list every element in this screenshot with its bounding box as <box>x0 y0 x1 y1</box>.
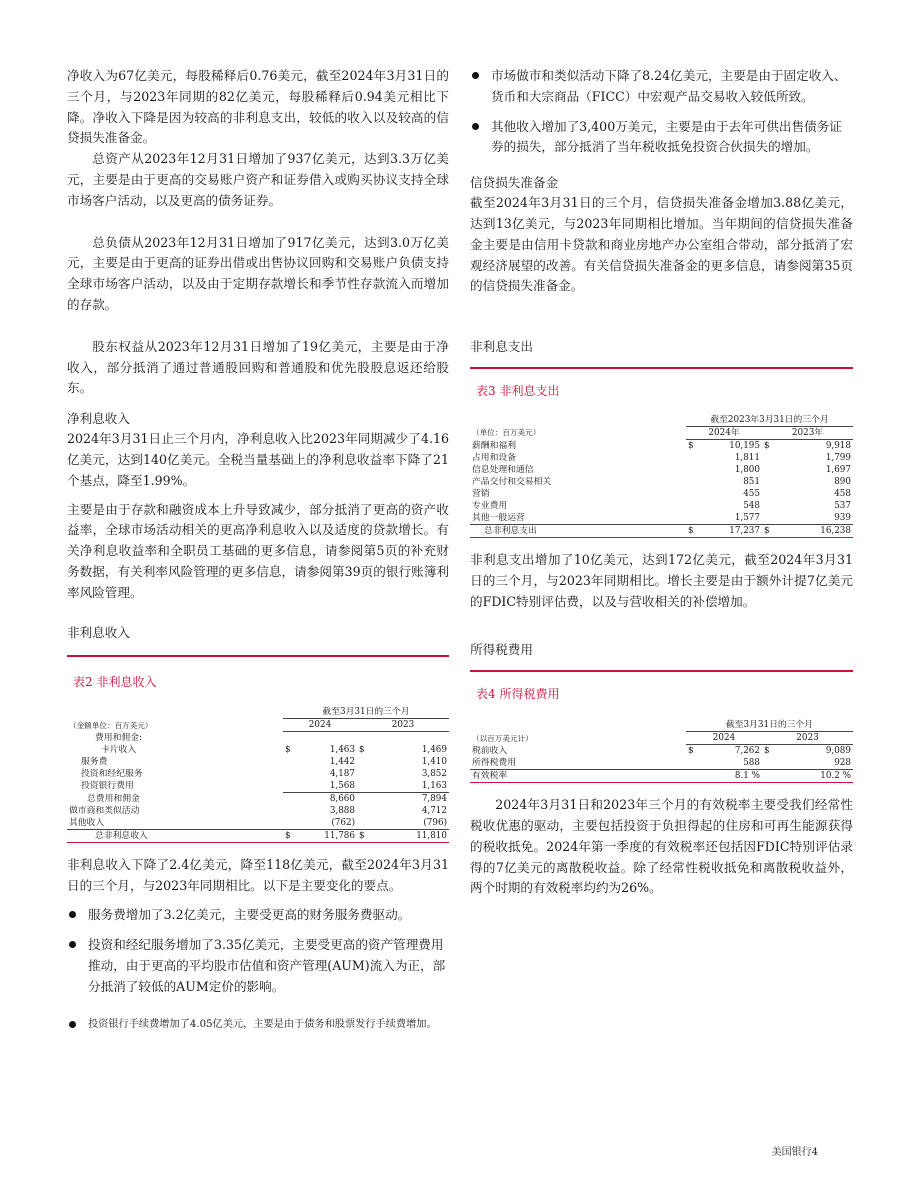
table-row: 薪酬和福利 $ 10,195 $ 9,918 <box>472 440 851 451</box>
noninterest-expense-heading: 非利息支出 <box>470 339 533 355</box>
total-assets-paragraph: 总资产从2023年12月31日增加了937亿美元，达到3.3万亿美元，主要是由于更高的交易账户资产和证券借入或购买协议支持全球市场客户活动，以及更高的债务证券。 <box>67 151 449 208</box>
noninterest-expense-paragraph: 非利息支出增加了10亿美元，达到172亿美元，截至2024年3月31日的三个月，与2023年同期相比。增长主要是由于额外计提7亿美元的FDIC特别评估费，以及与营收相关的补偿增加。 <box>470 551 853 609</box>
income-tax-paragraph: 2024年3月31日和2023年三个月的有效税率主要受我们经常性税收优惠的驱动，主要包括投资于负担得起的住房和可再生能源获得的税收抵免。2024年第一季度的有效税率还包括因FDIC特别评估录得的7亿美元的离散税收益。除了经常性税收抵免和离散税收益外，两个时期的有效税率均约为26%。 <box>470 797 853 896</box>
list-item: 市场做市和类似活动下降了8.24亿美元，主要是由于固定收入、货币和大宗商品（FICC）中宏观产品交易收入较低所致。 <box>470 66 853 108</box>
nii-paragraph-2: 主要是由于存款和融资成本上升导致减少，部分抵消了更高的资产收益率，全球市场活动相关的更高净利息收入以及适度的贷款增长。有关净利息收益率和全职员工基础的更多信息，请参阅第5页的补充财务数据，有关利率风险管理的更多信息，请参阅第39页的银行账簿利率风险管理。 <box>67 501 449 600</box>
table3-title: 表3 非利息支出 <box>476 384 560 399</box>
table3-period-header: 截至2023年3月31日的三个月 <box>686 414 853 427</box>
equity-paragraph: 股东权益从2023年12月31日增加了19亿美元，主要是由于净收入，部分抵消了通过普通股回购和普通股和优先股股息返还给股东。 <box>67 338 449 396</box>
table3-col-2023: 2023年 <box>762 426 853 439</box>
table-row: 专业费用 548 537 <box>472 500 851 511</box>
list-item: 投资和经纪服务增加了3.35亿美元，主要受更高的资产管理费用推动，由于更高的平均股市估值和资产管理(AUM)流入为正，部分抵消了较低的AUM定价的影响。 <box>67 935 449 997</box>
table-row: 投资和经纪服务 4,187 3,852 <box>81 768 447 779</box>
table2-period-header: 截至3月31日的三个月 <box>283 706 449 719</box>
table-row: 营销 455 458 <box>472 488 851 499</box>
right-bullet-list <box>470 66 853 108</box>
table2-col-2024: 2024 <box>283 719 357 732</box>
credit-loss-paragraph: 截至2024年3月31日的三个月，信贷损失准备金增加3.88亿美元，达到13亿美元，与2023年同期相比增加。当年期间的信贷损失准备金主要是由信用卡贷款和商业房地产办公室组合带动，部分抵消了宏观经济展望的改善。有关信贷损失准备金的更多信息，请参阅第35页的信贷损失准备金。 <box>470 195 853 294</box>
table-row: 其他一般运营 1,577 939 <box>472 512 851 523</box>
table-row: 做市商和类似活动 3,888 4,712 <box>69 805 447 816</box>
table3-col-2024: 2024年 <box>686 426 762 439</box>
table-row: 其他收入 (762) (796) <box>69 817 447 828</box>
table4-title: 表4 所得税费用 <box>476 687 560 702</box>
table2-noninterest-income <box>67 706 449 843</box>
table4-col-2024: 2024 <box>686 732 762 745</box>
nii-paragraph-1: 2024年3月31日止三个月内，净利息收入比2023年同期减少了4.16亿美元，达到140亿美元。全税当量基础上的净利息收益率下降了21个基点，降至1.99%。 <box>67 431 449 488</box>
table4-col-2023: 2023 <box>762 732 853 745</box>
list-item: 其他收入增加了3,400万美元，主要是由于去年可供出售债务证券的损失，部分抵消了当年税收抵免投资合伙损失的增加。 <box>470 117 853 159</box>
income-tax-heading: 所得税费用 <box>470 642 533 658</box>
total-liabilities-paragraph: 总负债从2023年12月31日增加了917亿美元，达到3.0万亿美元，主要是由于更高的证券出借或出售协议回购和交易账户负债支持全球市场客户活动，以及由于定期存款增长和季节性存款流入而增加的存款。 <box>67 234 449 312</box>
net-income-paragraph: 净收入为67亿美元，每股稀释后0.76美元，截至2024年3月31日的三个月，与2023年同期的82亿美元，每股稀释后0.94美元相比下降。净收入下降是因为较高的非利息支出，较低的收入以及较高的信贷损失准备金。 <box>67 68 449 146</box>
right-column <box>470 66 853 899</box>
table2-total-row: 总非利息收入 $ 11,786 $ 11,810 <box>67 829 449 842</box>
page-number: 美国银行4 <box>771 1147 818 1158</box>
table-row: 信息处理和通信 1,800 1,697 <box>472 464 851 475</box>
table2-title: 表2 非利息收入 <box>73 674 157 689</box>
noninterest-income-paragraph: 非利息收入下降了2.4亿美元，降至118亿美元，截至2024年3月31日的三个月，与2023年同期相比。以下是主要变化的要点。 <box>67 856 449 893</box>
table3-total-row: 总非利息支出 $ 17,237 $ 16,238 <box>470 524 853 537</box>
table4-total-row: 有效税率 8.1 % 10.2 % <box>472 771 851 782</box>
table-row: 总费用和佣金 8,660 7,894 <box>87 793 447 804</box>
table2-col-2023: 2023 <box>357 719 449 732</box>
left-bullet-list <box>67 905 449 926</box>
table4-period-header: 截至3月31日的三个月 <box>686 719 853 732</box>
table-row: 占用和设备 1,811 1,799 <box>472 452 851 463</box>
table2-unit: （金额单位：百万美元） <box>69 720 153 730</box>
net-interest-income-heading: 净利息收入 <box>67 411 130 427</box>
table3-unit: （单位：百万美元） <box>472 428 541 438</box>
table-row: 卡片收入 $ 1,463 $ 1,469 <box>101 744 447 755</box>
table-row: 投资银行费用 1,568 1,163 <box>81 780 447 792</box>
table4-unit: （以百万美元计） <box>472 733 533 743</box>
table3-noninterest-expense <box>470 414 853 538</box>
credit-loss-heading: 信贷损失准备金 <box>470 175 559 191</box>
table-row: 产品交付和交易相关 851 890 <box>472 476 851 487</box>
left-bullet-list-small <box>67 1016 449 1033</box>
table4-income-tax <box>470 719 853 783</box>
table-row: 服务费 1,442 1,410 <box>81 756 447 767</box>
table2-section: 费用和佣金: <box>95 732 142 743</box>
list-item: 投资银行手续费增加了4.05亿美元，主要是由于债务和股票发行手续费增加。 <box>67 1016 449 1033</box>
table-row: 所得税费用 588 928 <box>472 758 851 769</box>
list-item: 服务费增加了3.2亿美元，主要受更高的财务服务费驱动。 <box>67 905 449 926</box>
left-bullet-list-2 <box>67 935 449 997</box>
left-column <box>67 66 449 1033</box>
noninterest-income-heading: 非利息收入 <box>67 624 130 640</box>
table-row: 税前收入 $ 7,262 $ 9,089 <box>472 746 851 757</box>
right-bullet-list-2 <box>470 117 853 159</box>
